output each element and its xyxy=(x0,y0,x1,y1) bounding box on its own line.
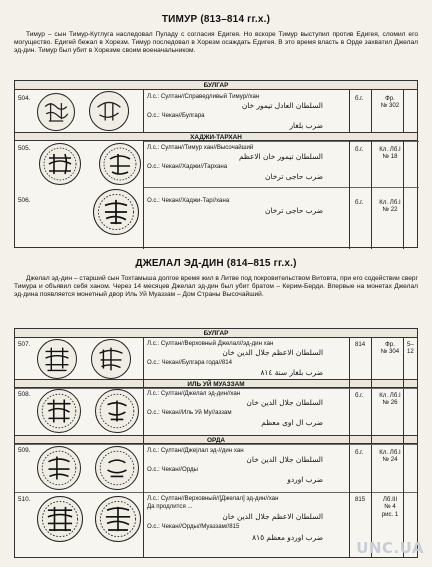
obverse-legend-arabic: السلطان جلال الدين خان xyxy=(246,455,323,464)
coin-date: б.г. xyxy=(355,392,364,399)
band-bulgar: БУЛГАР xyxy=(15,329,417,338)
row-divider xyxy=(15,388,417,389)
coin-number: 506. xyxy=(18,197,31,204)
coin-date: б.г. xyxy=(355,199,364,206)
obverse-legend: Л.с.: Султан//Справедливый Тимур//хан xyxy=(147,93,260,100)
reverse-legend-arabic: ضرب بلغار سنة ٨١٤ xyxy=(260,368,323,377)
obverse-legend-extra: Да продлится ... xyxy=(147,503,193,510)
row-divider xyxy=(15,492,417,493)
reverse-legend: О.с.: Чекан//Хаджи-Тар//хана xyxy=(147,197,230,204)
coin-reverse-image xyxy=(95,446,139,490)
obverse-legend-arabic: السلطان العادل تيمور خان xyxy=(241,101,323,110)
reverse-legend-arabic: ضرب اوردو معظم ٨١٥ xyxy=(252,533,323,542)
obverse-legend-arabic: السلطان جلال الدين خان xyxy=(246,398,323,407)
obverse-legend: Л.с.: Султан//Дже|лал эд-//дин хан xyxy=(147,447,244,454)
coin-number: 505. xyxy=(18,145,31,152)
coin-date: б.г. xyxy=(355,146,364,153)
column-divider xyxy=(403,90,404,132)
column-divider xyxy=(143,141,144,249)
column-divider xyxy=(349,141,350,249)
coin-number: 508. xyxy=(18,391,31,398)
row-divider xyxy=(15,444,417,445)
reverse-legend: О.с.: Чекан//Орды//Муаззам//815 xyxy=(147,523,240,530)
row-divider xyxy=(143,141,419,142)
reverse-legend: О.с.: Чекан//Иль Уй Му//аззам xyxy=(147,409,232,416)
coin-reference: Кл. Лб.I № 24 xyxy=(379,449,401,464)
coin-reference: Фр. № 302 xyxy=(380,95,400,110)
obverse-legend: Л.с.: Султан//Верховный//[Джелал] эд-дин//хан xyxy=(147,495,279,502)
reverse-legend-arabic: ضرب حاجى ترخان xyxy=(265,206,323,215)
coin-date: 814 xyxy=(355,341,366,348)
coin-reference: Кл. Лб.I № 18 xyxy=(379,146,401,161)
coin-number: 507. xyxy=(18,341,31,348)
coin-reverse-image xyxy=(93,189,139,235)
band-bulgar: БУЛГАР xyxy=(15,81,417,90)
band-il-uy-muazzam: ИЛЬ УЙ МУАЗЗАМ xyxy=(15,379,417,388)
coin-date: 815 xyxy=(355,496,366,503)
reverse-legend-arabic: ضرب ال اوى معظم xyxy=(261,418,323,427)
coin-rarity: 5–12 xyxy=(407,341,414,355)
column-divider xyxy=(403,141,404,249)
coin-table-timur xyxy=(14,80,418,248)
coin-reverse-image xyxy=(95,496,141,542)
column-divider xyxy=(349,338,350,557)
column-divider xyxy=(371,338,372,557)
reverse-legend: О.с.: Чекан//Булгара xyxy=(147,112,205,119)
coin-reference: Лб.III № 4 рис. 1 xyxy=(381,496,399,518)
coin-reference: Фр. № 304 xyxy=(380,341,400,356)
obverse-legend-arabic: السلطان تيمور خان الاعظم xyxy=(239,152,323,161)
band-orda: ОРДА xyxy=(15,435,417,444)
reverse-legend-arabic: ضرب حاجى ترخان xyxy=(265,172,323,181)
coin-number: 510. xyxy=(18,496,31,503)
coin-obverse-image xyxy=(37,446,81,490)
column-divider xyxy=(143,338,144,557)
obverse-legend-arabic: السلطان الاعظم جلال الدين خان xyxy=(222,348,323,357)
coin-number: 504. xyxy=(18,95,31,102)
coin-obverse-image xyxy=(37,339,77,379)
coin-date: б.г. xyxy=(355,95,364,102)
coin-reference: Кл. Лб.I № 22 xyxy=(379,199,401,214)
section-intro-jelal: Джелал эд-дин – старший сын Тохтамыша долгое время жил в Литве под покровительством Витовта, при его содействии сверг Тимура и объявил себя ханом. Через 14 месяцев Джелал эд-дин был убит братом – Керим-Берди. Впервые на монетах Джелал эд-дина появляется монетный двор Иль Уй Муаззам – Дом Страны Высочайший. xyxy=(14,275,418,299)
coin-reverse-image xyxy=(89,91,129,131)
row-divider xyxy=(143,187,419,188)
coin-reverse-image xyxy=(99,143,141,185)
column-divider xyxy=(349,90,350,132)
coin-reverse-image xyxy=(95,389,139,433)
reverse-legend-arabic: ضرب بلغار xyxy=(289,121,323,130)
reverse-legend: О.с.: Чекан//Хаджи//Тархана xyxy=(147,163,228,170)
coin-reverse-image xyxy=(91,339,131,379)
coin-table-jelal xyxy=(14,328,418,558)
obverse-legend: Л.с.: Султан//Джелал эд-дин//хан xyxy=(147,390,241,397)
section-intro-timur: Тимур – сын Тимур-Кутлуга наследовал Пуладу с согласия Едигея. Но вскоре Тимур выступил против Едигея, сломил его могущество. Едигей бежал в Хорезм. Тимур последовал в Хорезм осаждать Едигея. В это время власть в Орде захватил Джелал эд-дин. Тимур был убит в Хорезме своим военачальником. xyxy=(14,31,418,55)
coin-date: б.г. xyxy=(355,449,364,456)
section-title-timur: ТИМУР (813–814 гг.х.) xyxy=(161,14,271,25)
coin-obverse-image xyxy=(39,143,81,185)
column-divider xyxy=(371,90,372,132)
reverse-legend: О.с.: Чекан//Орды xyxy=(147,466,198,473)
obverse-legend: Л.с.: Султан//Верховный Джелал//эд-дин хан xyxy=(147,340,274,347)
section-title-jelal: ДЖЕЛАЛ ЭД-ДИН (814–815 гг.х.) xyxy=(135,258,297,269)
coin-reference: Кл. Лб.I № 26 xyxy=(379,392,401,407)
column-divider xyxy=(371,141,372,249)
coin-number: 509. xyxy=(18,447,31,454)
band-hadji-tarhan: ХАДЖИ-ТАРХАН xyxy=(15,132,417,141)
obverse-legend-arabic: السلطان الاعظم جلال الدين خان xyxy=(222,512,323,521)
reverse-legend-arabic: ضرب اوردو xyxy=(287,475,323,484)
reverse-legend: О.с.: Чекан//Булгара года//814 xyxy=(147,359,233,366)
obverse-legend: Л.с.: Султан//Тимур хан//Высочайший xyxy=(147,144,254,151)
watermark: UNC.UA xyxy=(356,539,424,557)
coin-obverse-image xyxy=(37,389,81,433)
column-divider xyxy=(403,338,404,557)
coin-obverse-image xyxy=(37,93,75,131)
coin-obverse-image xyxy=(37,496,83,542)
